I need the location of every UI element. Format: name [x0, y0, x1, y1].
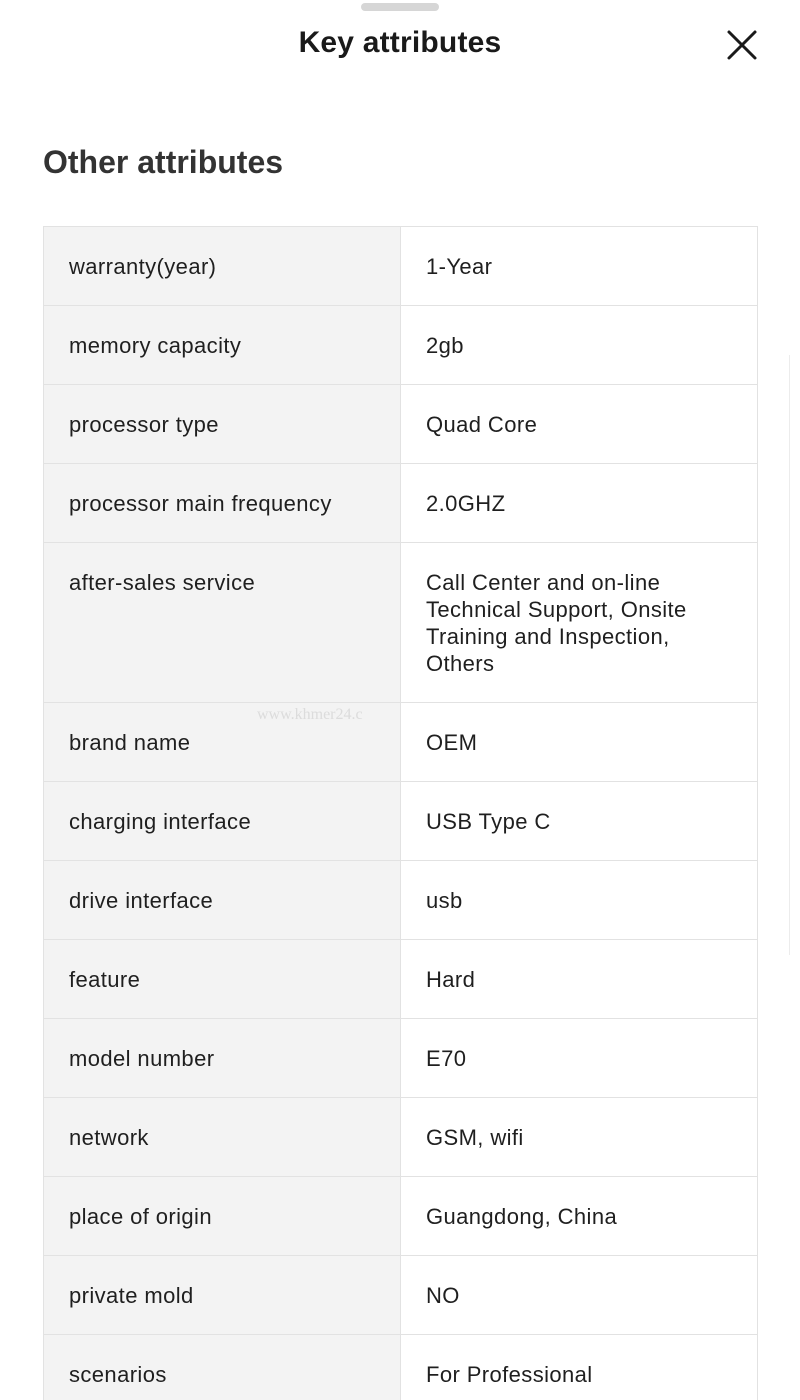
- attribute-value: Guangdong, China: [401, 1177, 758, 1256]
- table-row: [44, 227, 758, 306]
- attribute-name: warranty(year): [44, 227, 401, 306]
- attribute-value: Quad Core: [401, 385, 758, 464]
- attribute-value: NO: [401, 1256, 758, 1335]
- attribute-name: private mold: [44, 1256, 401, 1335]
- table-row: [44, 1256, 758, 1335]
- attribute-name: scenarios: [44, 1335, 401, 1400]
- attribute-value: USB Type C: [401, 782, 758, 861]
- sheet-title: Key attributes: [298, 26, 502, 59]
- table-row: [44, 385, 758, 464]
- table-row: [44, 1098, 758, 1177]
- scrollbar[interactable]: [789, 355, 796, 955]
- close-icon: [722, 25, 762, 65]
- table-row: [44, 861, 758, 940]
- attribute-value: 2.0GHZ: [401, 464, 758, 543]
- table-row: [44, 543, 758, 703]
- attribute-name: network: [44, 1098, 401, 1177]
- attribute-value: E70: [401, 1019, 758, 1098]
- table-row: [44, 464, 758, 543]
- sheet-header: [0, 0, 800, 90]
- attribute-name: processor type: [44, 385, 401, 464]
- attribute-value: GSM, wifi: [401, 1098, 758, 1177]
- attribute-name: memory capacity: [44, 306, 401, 385]
- attribute-name: drive interface: [44, 861, 401, 940]
- table-row: [44, 306, 758, 385]
- attribute-name: brand name: [44, 703, 401, 782]
- attribute-value: 2gb: [401, 306, 758, 385]
- watermark: www.khmer24.c: [257, 706, 363, 723]
- close-button[interactable]: [722, 25, 762, 65]
- table-row: [44, 1019, 758, 1098]
- attributes-table: [43, 226, 758, 1400]
- attribute-name: after-sales service: [44, 543, 401, 703]
- attribute-name: charging interface: [44, 782, 401, 861]
- table-row: [44, 940, 758, 1019]
- section-title: Other attributes: [43, 144, 284, 180]
- attribute-name: feature: [44, 940, 401, 1019]
- table-row: [44, 782, 758, 861]
- table-row: [44, 1177, 758, 1256]
- attribute-value: Call Center and on-line Technical Support, Onsite Training and Inspection, Others: [401, 543, 758, 703]
- attribute-value: 1-Year: [401, 227, 758, 306]
- attribute-value: For Professional: [401, 1335, 758, 1400]
- attribute-name: processor main frequency: [44, 464, 401, 543]
- attribute-name: model number: [44, 1019, 401, 1098]
- attribute-value: Hard: [401, 940, 758, 1019]
- attribute-value: usb: [401, 861, 758, 940]
- attribute-name: place of origin: [44, 1177, 401, 1256]
- attribute-value: OEM: [401, 703, 758, 782]
- table-row: [44, 703, 758, 782]
- table-row: [44, 1335, 758, 1400]
